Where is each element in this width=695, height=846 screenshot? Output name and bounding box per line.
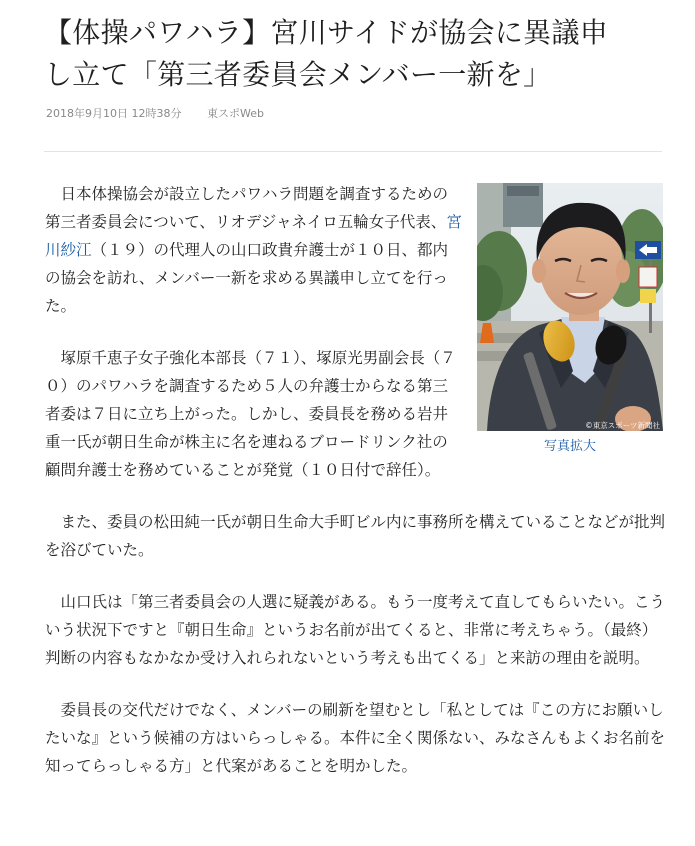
paragraph-2: 塚原千恵子女子強化本部長（７１）、塚原光男副会長（７０）のパワハラを調査するため５人の弁護士からなる第三者委は７日に立ち上がった。しかし、委員長を務める岩井重一氏が朝日生命が株主に名を連ねるブロードリンク社の顧問弁護士を務めていることが発覚（１０日付で辞任）。 — [45, 349, 456, 479]
source-name: 東スポWeb — [206, 107, 264, 120]
photo-credit: ©東京スポーツ新聞社 — [585, 421, 660, 430]
article-title-line-2: し立て「第三者委員会メンバー一新を」 — [44, 58, 552, 91]
article-meta — [46, 105, 264, 121]
article-title — [44, 12, 684, 96]
paragraph-3: また、委員の松田純一氏が朝日生命大手町ビル内に事務所を構えていることなどが批判を浴びていた。 — [45, 513, 666, 559]
header-divider — [44, 151, 662, 152]
publish-date: 2018年9月10日 12時38分 — [46, 107, 182, 120]
article-title-line-1: 【体操パワハラ】宮川サイドが協会に異議申 — [44, 16, 609, 49]
photo-enlarge-link[interactable]: 写真拡大 — [543, 439, 596, 454]
article-photo[interactable] — [477, 183, 663, 431]
article-body — [45, 180, 665, 804]
paragraph-5: 委員長の交代だけでなく、メンバーの刷新を望むとし「私としては『この方にお願いしたいな』という候補の方はいらっしゃる。本件に全く関係ない、みなさんもよくお名前を知ってらっしゃる方」と代案があることを明かした。 — [45, 701, 666, 775]
paragraph-4: 山口氏は「第三者委員会の人選に疑義がある。もう一度考えて直してもらいたい。こういう状況下ですと『朝日生命』というお名前が出てくると、非常に考えちゃう。（最終）判断の内容もなかなか受け入れられないという考えも出てくる」と来訪の理由を説明。 — [45, 593, 666, 667]
paragraph-1-text-b: （１９）の代理人の山口政貴弁護士が１０日、都内の協会を訪れ、メンバー一新を求める異議申し立てを行った。 — [45, 241, 449, 315]
paragraph-1-text-a: 日本体操協会が設立したパワハラ問題を調査するための第三者委員会について、リオデジャネイロ五輪女子代表、 — [45, 185, 449, 231]
photo-figure — [477, 183, 663, 456]
person-link-miyakawa[interactable]: 宮川紗江 — [45, 213, 462, 259]
